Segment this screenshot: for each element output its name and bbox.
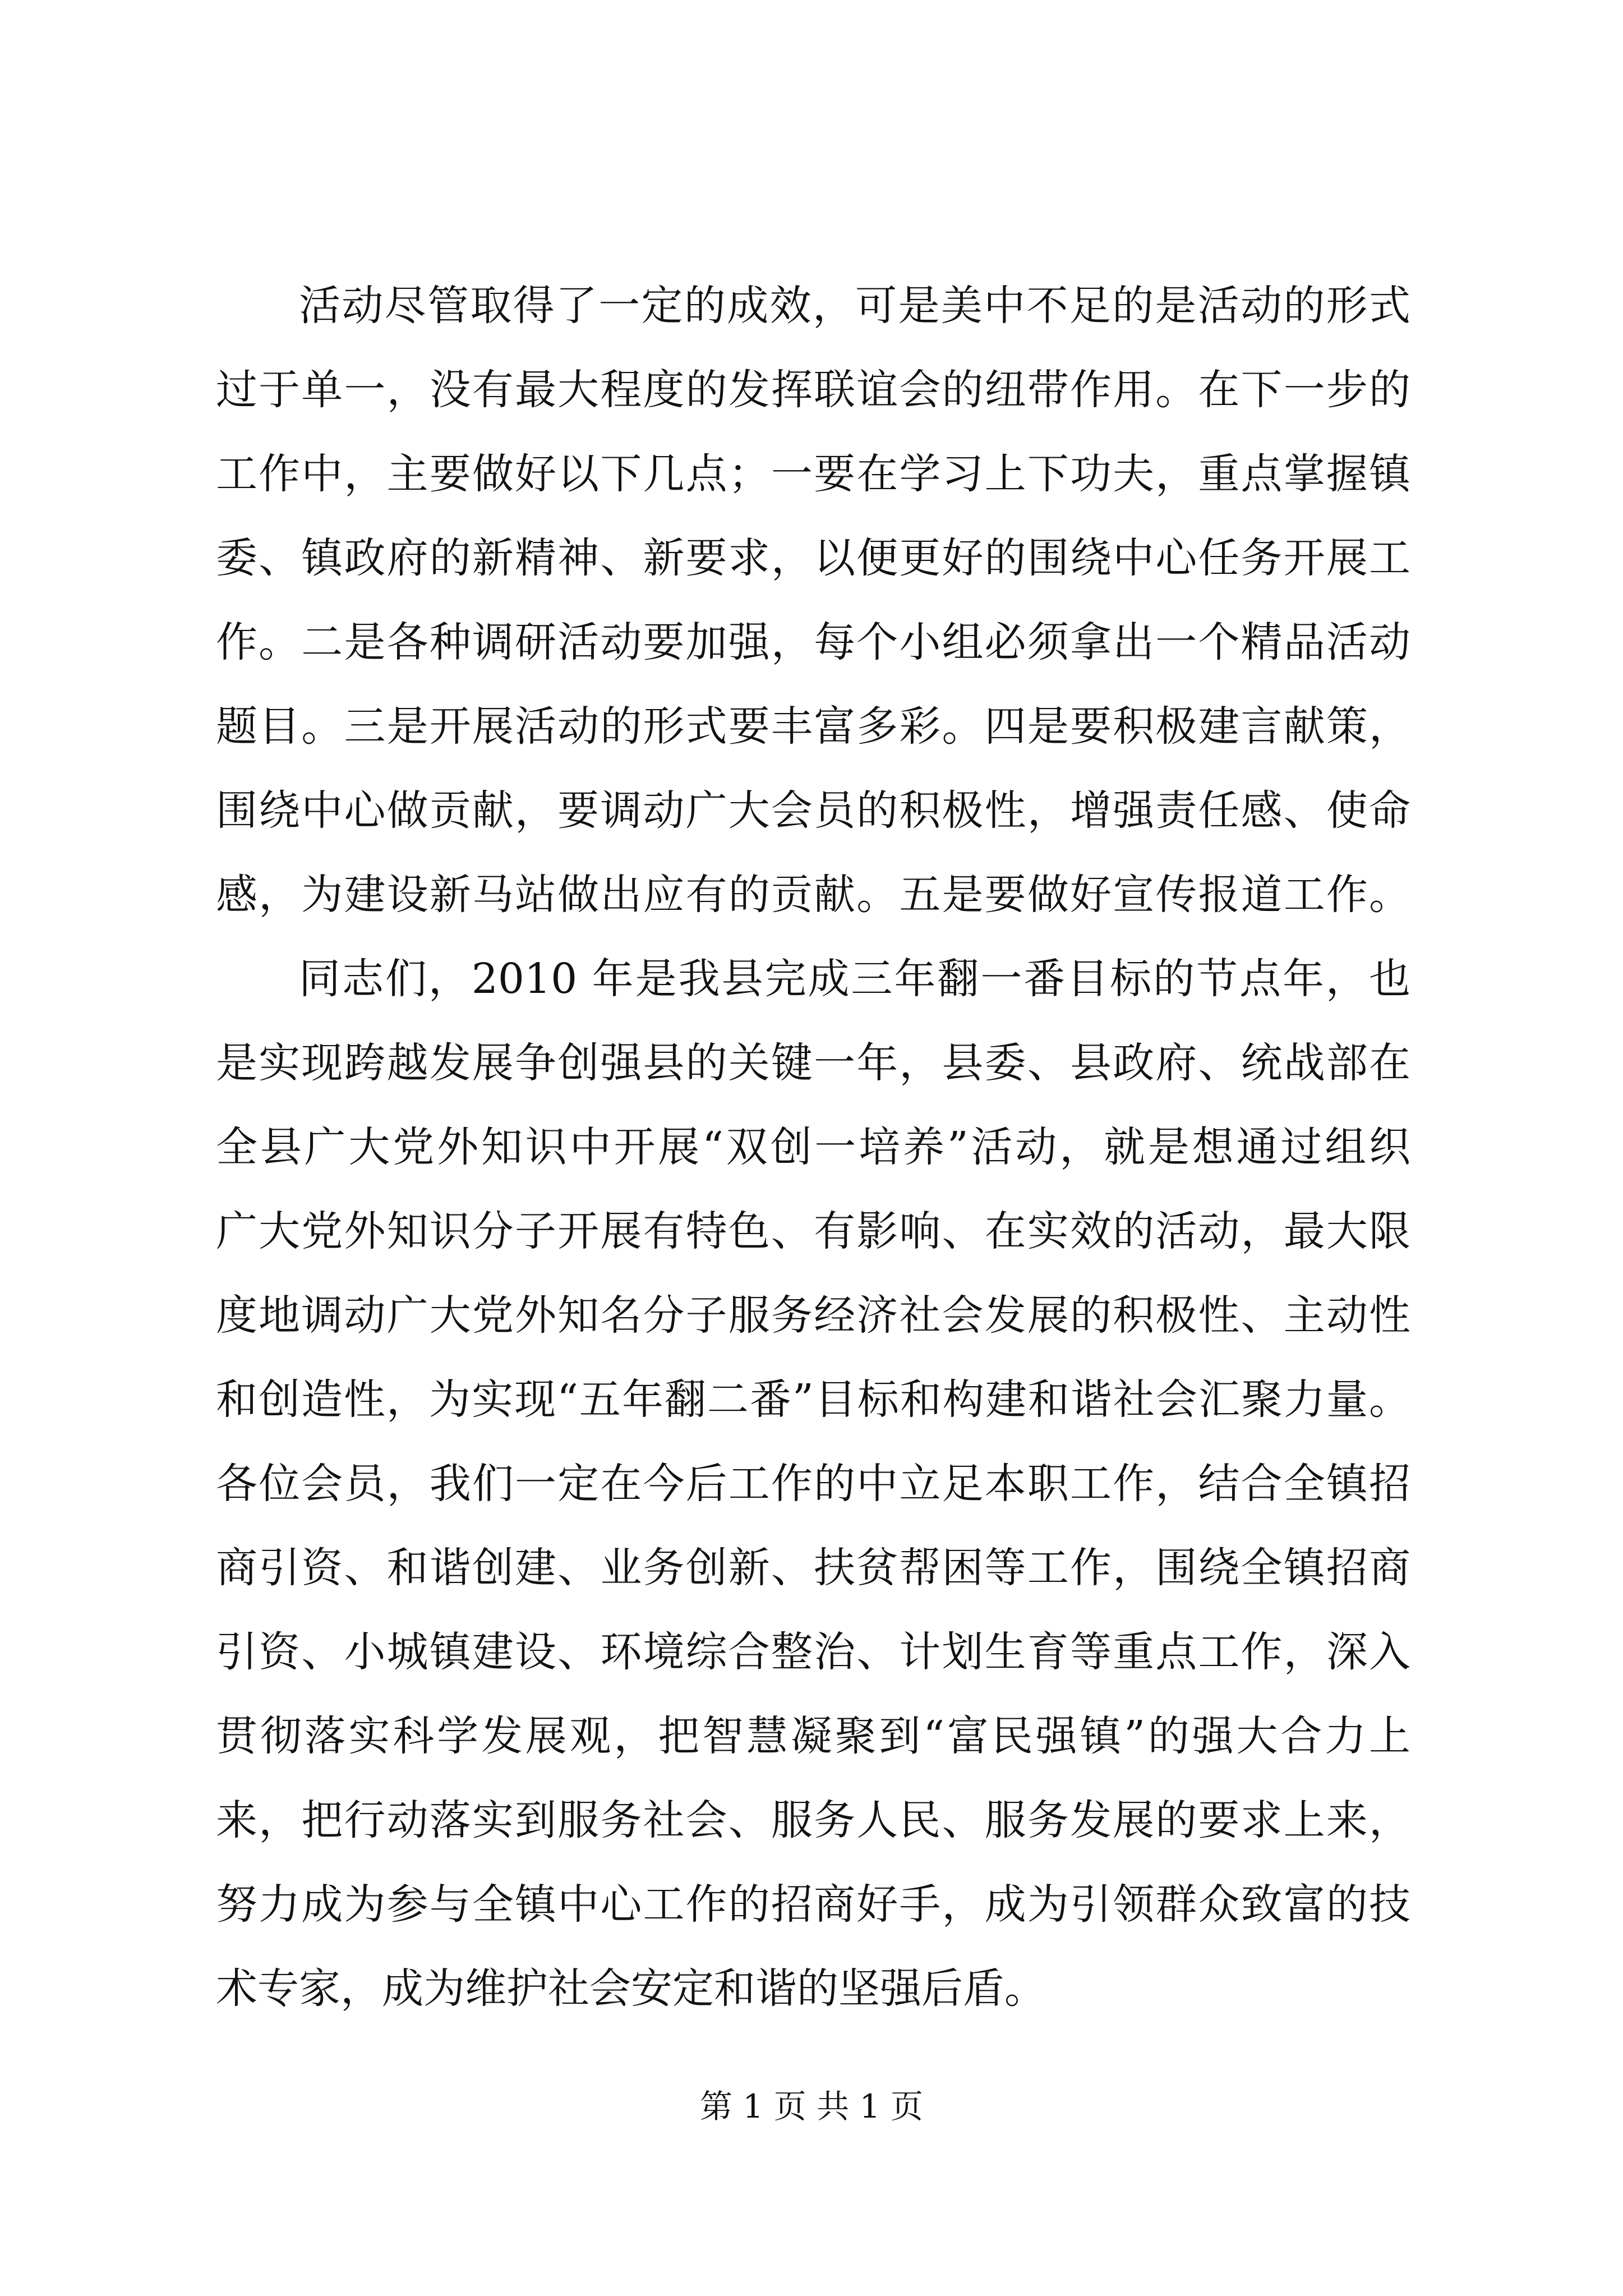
paragraph-1-line-6: 题目。三是开展活动的形式要丰富多彩。四是要积极建言献策， — [216, 702, 1410, 751]
page-footer: 第 1 页 共 1 页 — [700, 2087, 923, 2125]
paragraph-2-line-5: 度地调动广大党外知名分子服务经济社会发展的积极性、主动性 — [216, 1291, 1410, 1340]
paragraph-2-line-2: 是实现跨越发展争创强县的关键一年，县委、县政府、统战部在 — [216, 1039, 1410, 1087]
paragraph-2-line-6: 和创造性，为实现“五年翻二番”目标和构建和谐社会汇聚力量。 — [216, 1375, 1410, 1424]
paragraph-2-line-11: 来，把行动落实到服务社会、服务人民、服务发展的要求上来， — [216, 1796, 1410, 1844]
paragraph-1-line-3: 工作中，主要做好以下几点；一要在学习上下功夫，重点掌握镇 — [216, 450, 1410, 498]
paragraph-2-line-12: 努力成为参与全镇中心工作的招商好手，成为引领群众致富的技 — [216, 1880, 1410, 1929]
paragraph-1-line-1: 活动尽管取得了一定的成效，可是美中不足的是活动的形式 — [299, 282, 1410, 330]
paragraph-2-line-9: 引资、小城镇建设、环境综合整治、计划生育等重点工作，深入 — [216, 1628, 1410, 1676]
body-text — [216, 264, 1410, 2031]
paragraph-1-line-5: 作。二是各种调研活动要加强，每个小组必须拿出一个精品活动 — [216, 618, 1410, 666]
paragraph-2-line-4: 广大党外知识分子开展有特色、有影响、在实效的活动，最大限 — [216, 1207, 1410, 1255]
paragraph-2-line-1: 同志们，2010 年是我县完成三年翻一番目标的节点年，也 — [299, 955, 1410, 1003]
paragraph-1-line-2: 过于单一，没有最大程度的发挥联谊会的纽带作用。在下一步的 — [216, 366, 1410, 414]
paragraph-2-line-3: 全县广大党外知识中开展“双创一培养”活动，就是想通过组织 — [216, 1123, 1410, 1171]
paragraph-1-line-7: 围绕中心做贡献，要调动广大会员的积极性，增强责任感、使命 — [216, 786, 1410, 835]
paragraph-2-line-8: 商引资、和谐创建、业务创新、扶贫帮困等工作，围绕全镇招商 — [216, 1544, 1410, 1592]
paragraph-1-line-8: 感，为建设新马站做出应有的贡献。五是要做好宣传报道工作。 — [216, 871, 1410, 919]
paragraph-2-line-10: 贯彻落实科学发展观，把智慧凝聚到“富民强镇”的强大合力上 — [216, 1712, 1410, 1760]
paragraph-2-line-7: 各位会员，我们一定在今后工作的中立足本职工作，结合全镇招 — [216, 1460, 1410, 1508]
paragraph-1-line-4: 委、镇政府的新精神、新要求，以便更好的围绕中心任务开展工 — [216, 534, 1410, 582]
paragraph-2-line-13: 术专家，成为维护社会安定和谐的坚强后盾。 — [216, 1964, 1046, 2013]
